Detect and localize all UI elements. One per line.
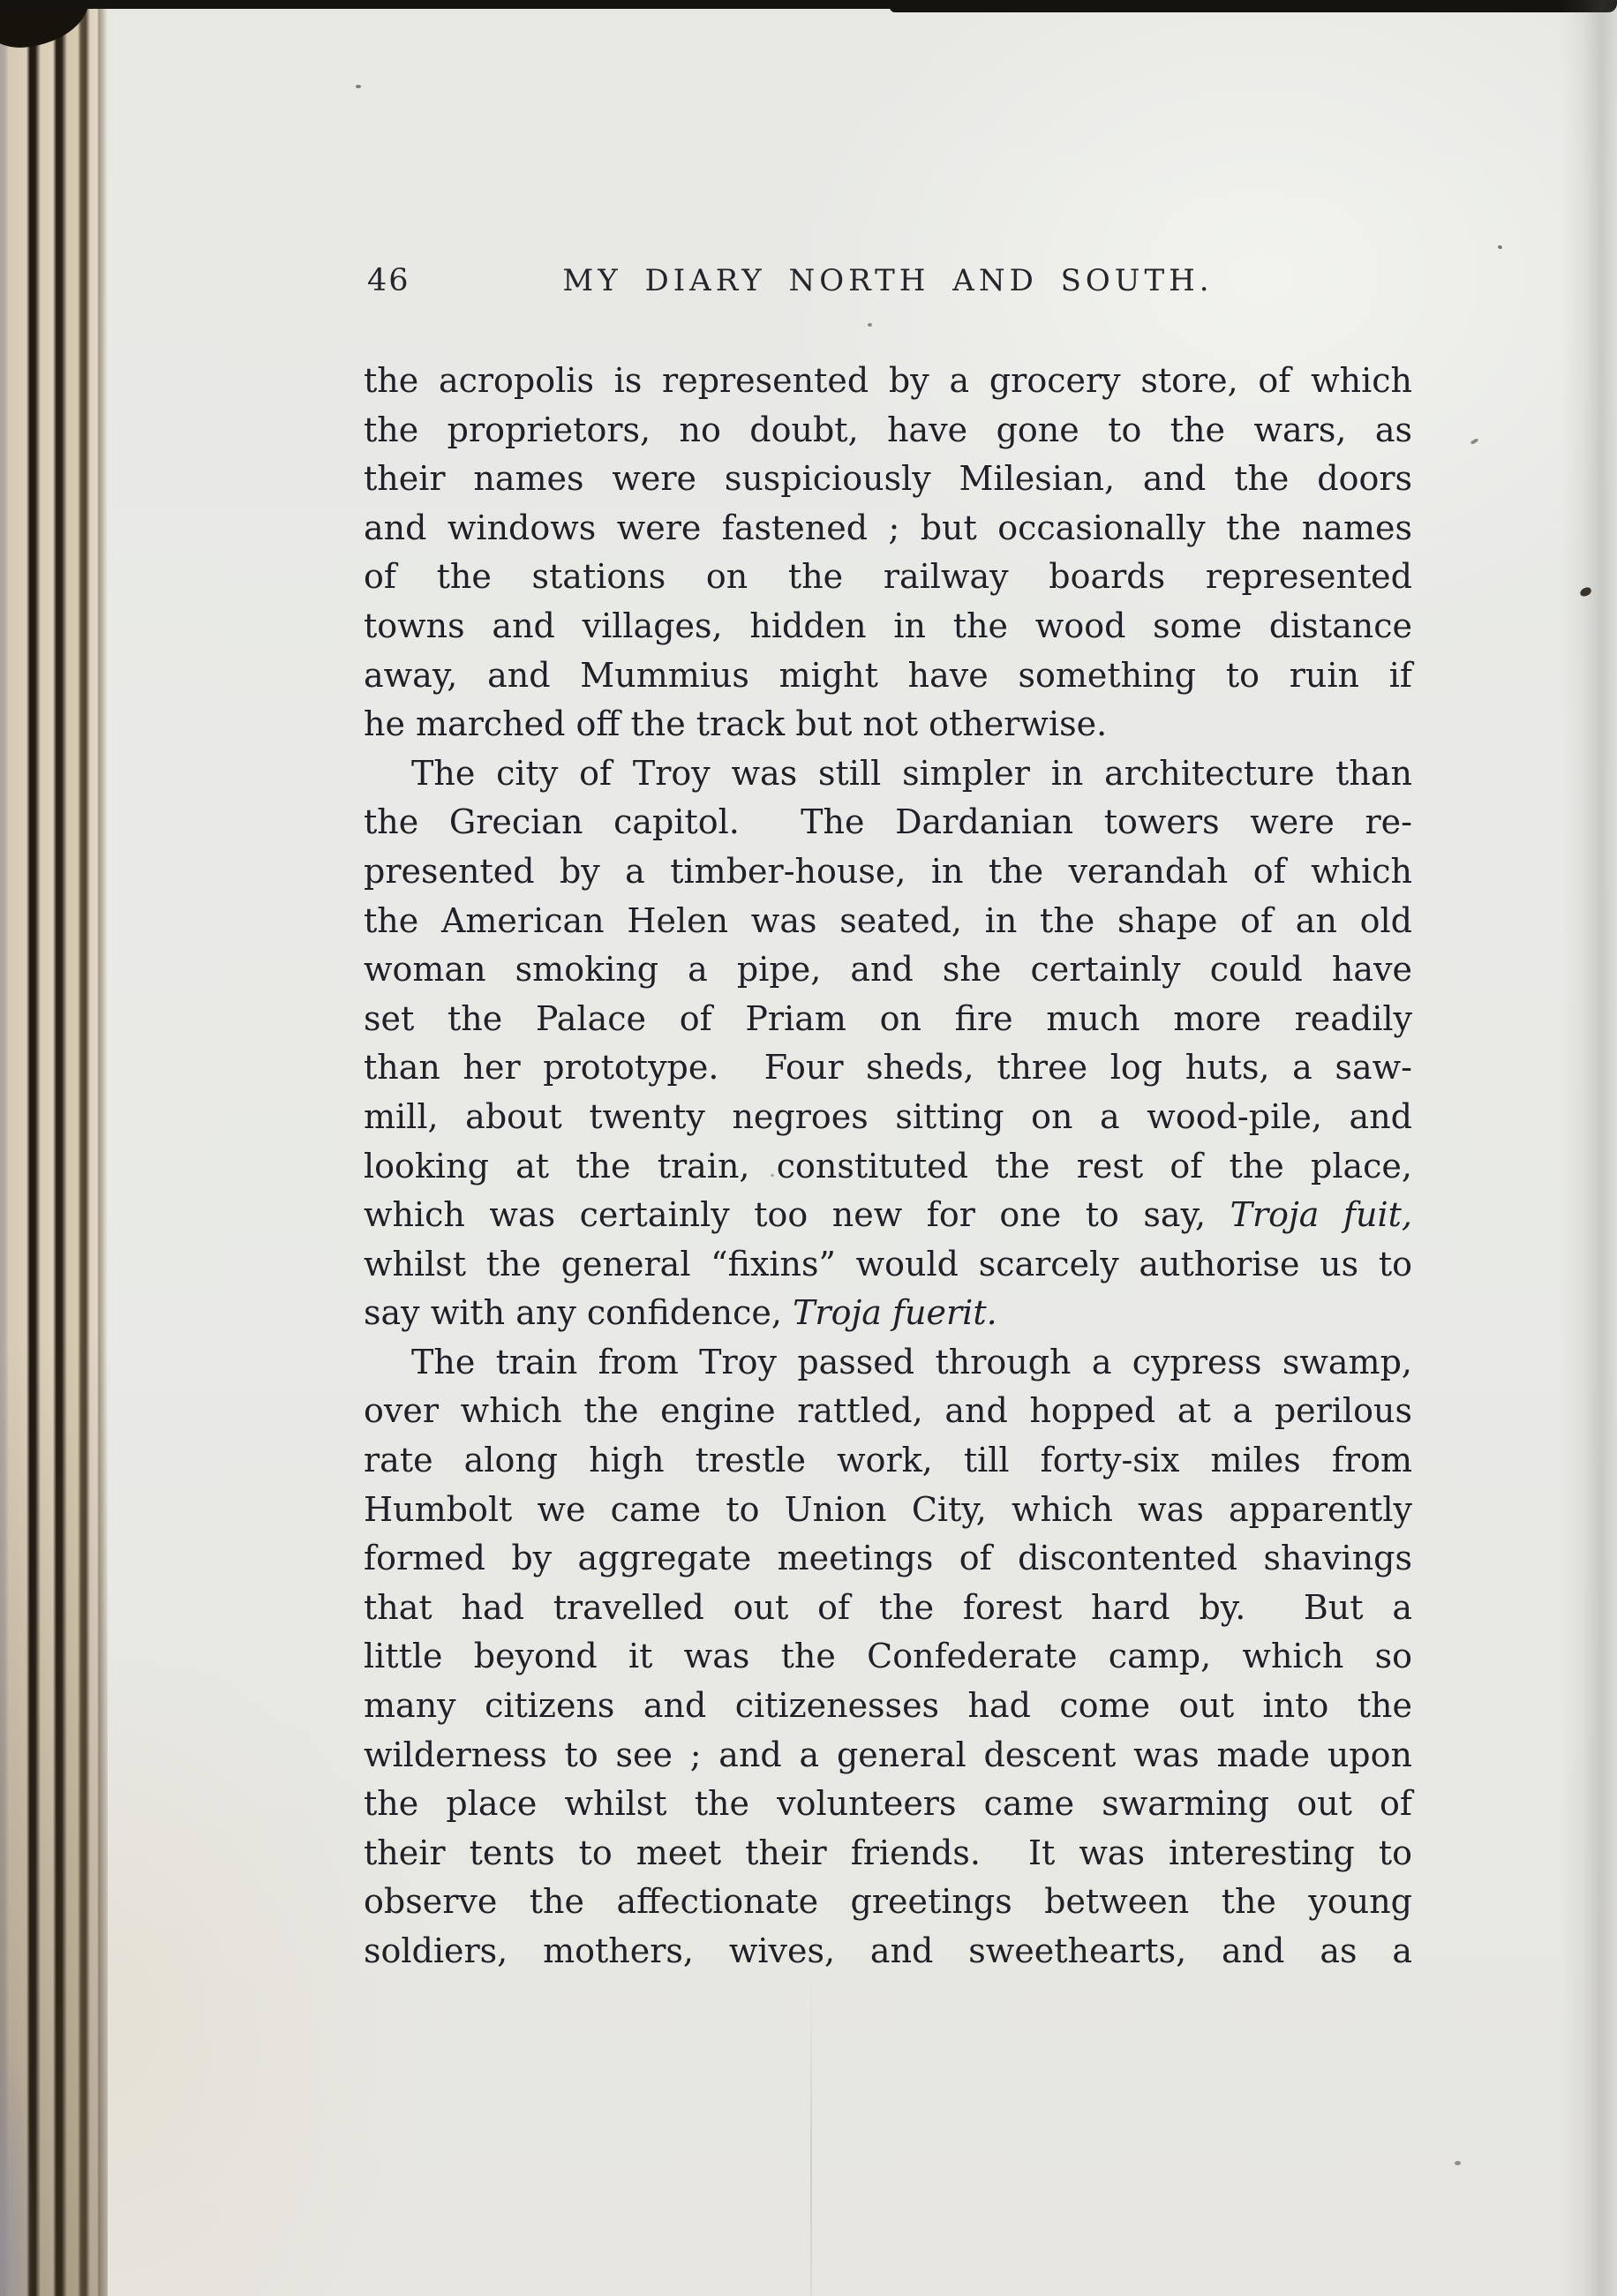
text-line: say with any confidence, Troja fuerit. (364, 1293, 997, 1333)
paper-crease (810, 1978, 812, 2296)
text-line: presented by a timber-house, in the verandah of which (364, 851, 1412, 891)
running-header-title: MY DIARY NORTH AND SOUTH. (562, 263, 1214, 298)
text-line: he marched off the track but not otherwise. (364, 704, 1108, 744)
ink-speck (356, 85, 361, 88)
stacked-page-edges (0, 0, 108, 2296)
text-line: that had travelled out of the forest hard by. But a (364, 1587, 1412, 1627)
text-line: many citizens and citizenesses had come out into the (364, 1686, 1412, 1726)
page-edges-bottom-shadow (0, 2014, 35, 2296)
text-line: looking at the train, constituted the rest of the place, (364, 1146, 1412, 1186)
paragraph-2 (364, 749, 1412, 1338)
text-line: observe the affectionate greetings between the young (364, 1882, 1412, 1922)
text-line: wilderness to see ; and a general descent was made upon (364, 1735, 1412, 1774)
text-line: over which the engine rattled, and hopped at a perilous (364, 1391, 1412, 1431)
text-line: The train from Troy passed through a cypress swamp, (411, 1342, 1412, 1381)
ink-speck (1497, 245, 1502, 249)
text-line: Humbolt we came to Union City, which was apparently (364, 1489, 1412, 1529)
text-line: of the stations on the railway boards represented (364, 557, 1412, 597)
page-number: 46 (367, 263, 410, 298)
text-line: whilst the general “fixins” would scarcely authorise us to (364, 1244, 1412, 1284)
paragraph-1 (364, 357, 1412, 749)
book-top-edge-shadow (0, 0, 1617, 9)
gutter-shadow (1561, 0, 1617, 2296)
text-line: woman smoking a pipe, and she certainly could have (364, 950, 1412, 990)
page-body (364, 357, 1412, 1976)
text-line: formed by aggregate meetings of discontented shavings (364, 1539, 1412, 1578)
text-line: which was certainly too new for one to say, Troja fuit, (364, 1195, 1412, 1235)
text-line: their names were suspiciously Milesian, and the doors (364, 459, 1412, 499)
text-line: away, and Mummius might have something to ruin if (364, 655, 1412, 695)
text-line: mill, about twenty negroes sitting on a wood-pile, and (364, 1096, 1412, 1136)
paragraph-3 (364, 1338, 1412, 1976)
text-line: their tents to meet their friends. It was interesting to (364, 1833, 1412, 1872)
text-line: set the Palace of Priam on fire much more readily (364, 998, 1412, 1038)
ink-speck (771, 1174, 774, 1177)
text-line: than her prototype. Four sheds, three log huts, a saw- (364, 1048, 1412, 1088)
ink-speck (1455, 2161, 1461, 2165)
text-line: soldiers, mothers, wives, and sweethearts, and as a (364, 1931, 1412, 1970)
running-head (364, 261, 1412, 307)
text-line: the Grecian capitol. The Dardanian towers were re- (364, 802, 1412, 842)
text-line: towns and villages, hidden in the wood some distance (364, 606, 1412, 645)
text-line: the acropolis is represented by a grocery store, of which (364, 361, 1412, 400)
ink-speck (1470, 438, 1479, 445)
text-line: The city of Troy was still simpler in architecture than (411, 753, 1412, 793)
text-line: the proprietors, no doubt, have gone to the wars, as (364, 410, 1412, 449)
text-line: the place whilst the volunteers came swarming out of (364, 1784, 1412, 1824)
text-line: rate along high trestle work, till forty-six miles from (364, 1441, 1412, 1480)
text-line: the American Helen was seated, in the shape of an old (364, 900, 1412, 940)
text-line: little beyond it was the Confederate camp, which so (364, 1637, 1412, 1676)
text-line: and windows were fastened ; but occasionally the names (364, 508, 1412, 547)
ink-speck (868, 323, 872, 327)
